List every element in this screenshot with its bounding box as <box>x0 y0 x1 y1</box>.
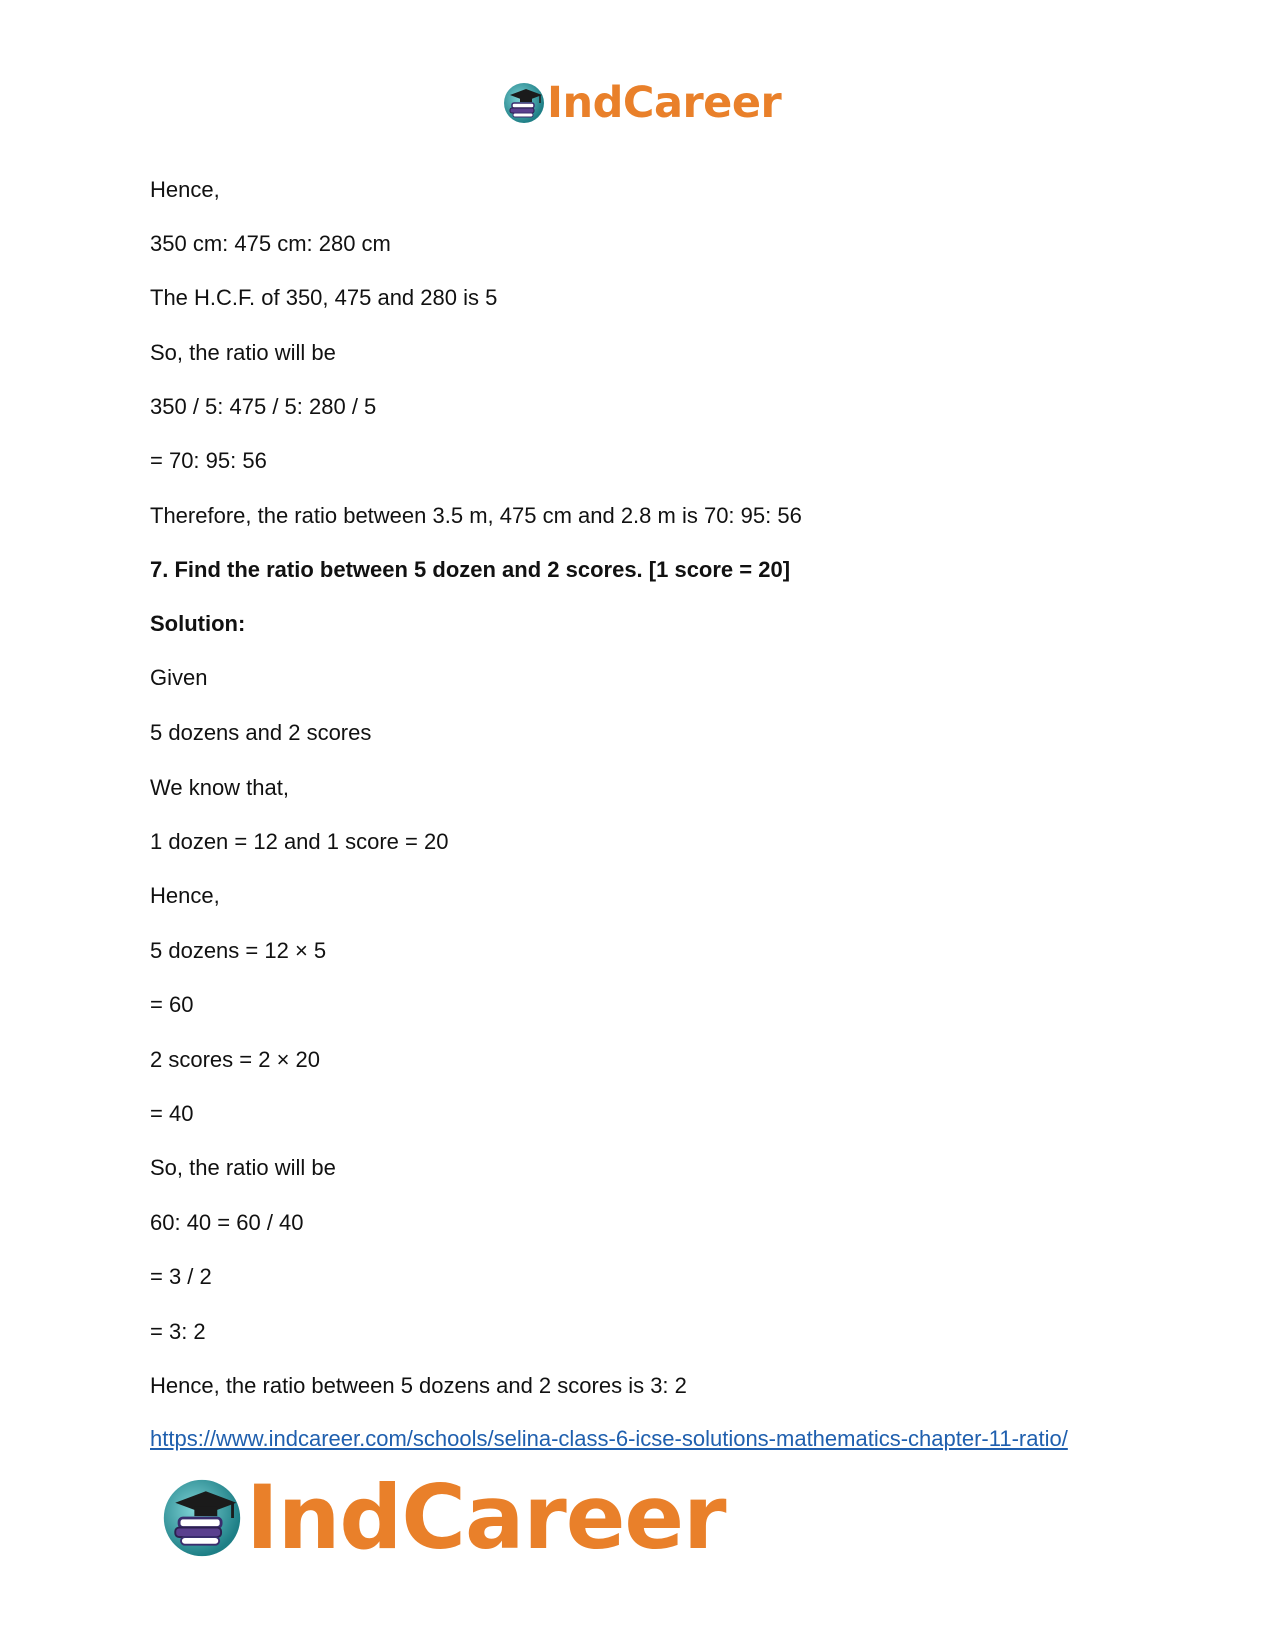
footer-logo <box>160 1468 726 1568</box>
source-url-link[interactable]: https://www.indcareer.com/schools/selina-class-6-icse-solutions-mathematics-chapter-11-ratio/ <box>150 1426 1068 1451</box>
text-line: 5 dozens = 12 × 5 <box>150 938 327 963</box>
text-line: Hence, <box>150 177 220 202</box>
brand-name: IndCareer <box>547 77 782 128</box>
text-line: Hence, the ratio between 5 dozens and 2 scores is 3: 2 <box>150 1373 687 1398</box>
text-line: So, the ratio will be <box>150 1155 336 1180</box>
text-line: Hence, <box>150 883 220 908</box>
graduation-cap-globe-books-icon <box>502 81 546 125</box>
text-line: We know that, <box>150 775 289 800</box>
text-line: 350 / 5: 475 / 5: 280 / 5 <box>150 394 377 419</box>
text-line: = 60 <box>150 992 194 1017</box>
text-line: 1 dozen = 12 and 1 score = 20 <box>150 829 449 854</box>
text-line: Given <box>150 665 208 690</box>
text-line: Therefore, the ratio between 3.5 m, 475 cm and 2.8 m is 70: 95: 56 <box>150 503 802 528</box>
text-line: So, the ratio will be <box>150 340 336 365</box>
solution-heading: Solution: <box>150 611 246 636</box>
header-logo <box>502 78 781 128</box>
question-heading: 7. Find the ratio between 5 dozen and 2 scores. [1 score = 20] <box>150 557 791 582</box>
brand-name: IndCareer <box>246 1466 726 1569</box>
text-line: 350 cm: 475 cm: 280 cm <box>150 231 391 256</box>
text-line: 5 dozens and 2 scores <box>150 720 372 745</box>
text-line: = 40 <box>150 1101 194 1126</box>
text-line: 60: 40 = 60 / 40 <box>150 1210 304 1235</box>
graduation-cap-globe-books-icon <box>160 1476 244 1560</box>
text-line: = 3: 2 <box>150 1319 206 1344</box>
text-line: 2 scores = 2 × 20 <box>150 1047 320 1072</box>
text-line: = 70: 95: 56 <box>150 448 267 473</box>
text-line: = 3 / 2 <box>150 1264 212 1289</box>
text-line: The H.C.F. of 350, 475 and 280 is 5 <box>150 285 498 310</box>
